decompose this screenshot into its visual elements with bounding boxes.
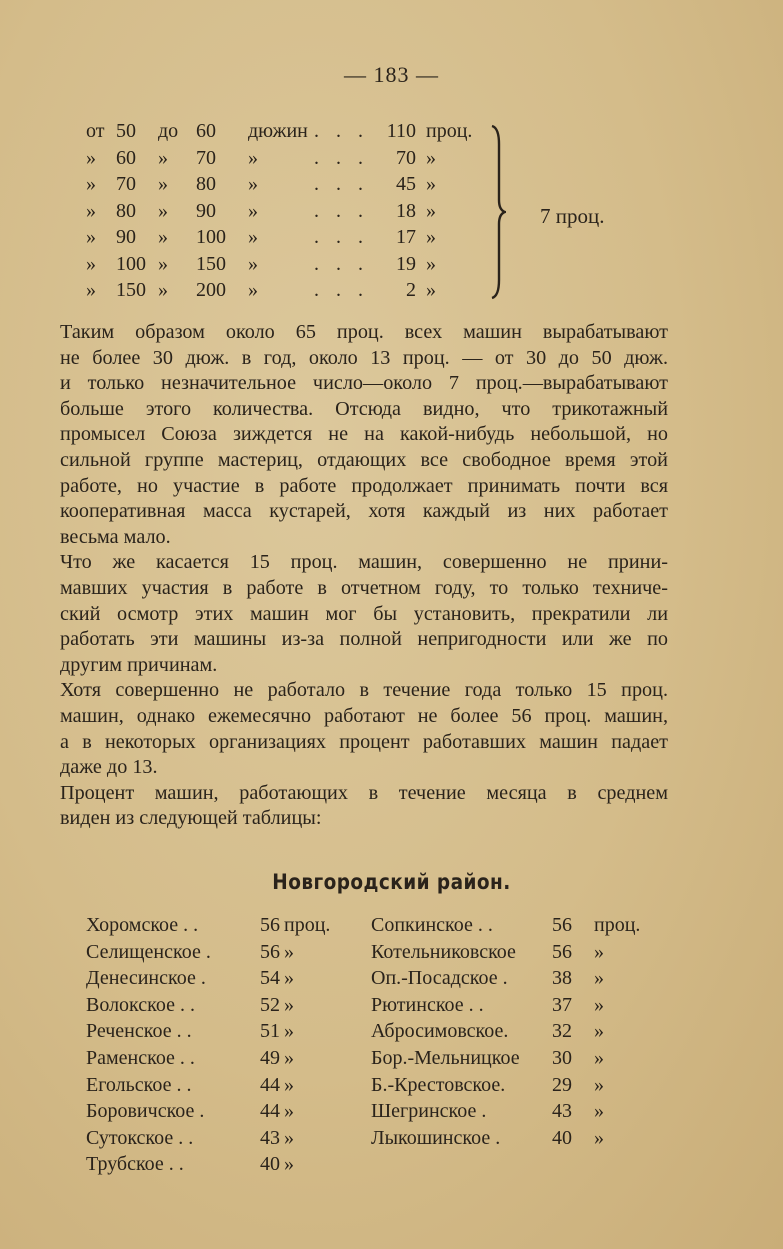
- right-suffix: »: [594, 967, 604, 990]
- right-value: 29: [552, 1073, 572, 1096]
- left-value: 43: [260, 1126, 280, 1149]
- text-line: Что же касается 15 проц. машин, совершенно не прини-: [60, 551, 668, 574]
- distribution-row: [86, 198, 506, 225]
- row-prefix: »: [86, 173, 96, 195]
- left-name: Егольское . .: [86, 1073, 192, 1096]
- right-value: 37: [552, 993, 572, 1016]
- region-row: [86, 912, 666, 939]
- range-sep: »: [158, 199, 168, 222]
- range-unit: »: [248, 146, 258, 169]
- text-line: машин, однако ежемесячно работают не более 56 проц. машин,: [60, 704, 668, 727]
- right-suffix: »: [594, 993, 604, 1016]
- right-value: 38: [552, 967, 572, 990]
- left-suffix: »: [284, 1020, 294, 1043]
- right-name: Б.-Крестовское.: [371, 1073, 506, 1096]
- text-line: работе, но участие в работе продолжает принимать почти вся: [60, 474, 668, 497]
- row-suffix: проц.: [426, 120, 473, 142]
- left-suffix: »: [284, 1073, 294, 1096]
- range-from: 60: [116, 146, 136, 169]
- region-row: [86, 1151, 666, 1178]
- page-number: — 183 —: [344, 62, 439, 87]
- range-unit: »: [248, 252, 258, 275]
- row-suffix: »: [426, 146, 436, 169]
- right-name: Лыкошинское .: [371, 1126, 501, 1149]
- text-line: мавших участия в работе в отчетном году, то только техниче-: [60, 576, 668, 599]
- leader-dots: . . .: [314, 279, 369, 301]
- row-suffix: »: [426, 252, 436, 275]
- right-suffix: »: [594, 1126, 604, 1149]
- row-value: 2: [406, 279, 416, 301]
- text-line: виден из следующей таблицы:: [60, 807, 322, 830]
- range-sep: до: [158, 120, 179, 142]
- right-name: Оп.-Посадское .: [371, 967, 508, 990]
- range-from: 80: [116, 199, 136, 222]
- range-to: 150: [196, 252, 226, 275]
- range-unit: »: [248, 279, 258, 301]
- right-value: 40: [552, 1126, 572, 1149]
- paragraph: [60, 678, 668, 780]
- right-name: Сопкинское . .: [371, 914, 493, 936]
- right-brace: [490, 124, 506, 300]
- distribution-row: [86, 251, 506, 278]
- range-to: 80: [196, 173, 216, 195]
- row-value: 45: [396, 173, 416, 195]
- range-from: 70: [116, 173, 136, 195]
- left-value: 52: [260, 993, 280, 1016]
- right-value: 43: [552, 1100, 572, 1123]
- row-value: 70: [396, 146, 416, 169]
- left-name: Волокское . .: [86, 993, 195, 1016]
- region-row: [86, 1045, 666, 1072]
- region-row: [86, 965, 666, 992]
- left-suffix: »: [284, 1100, 294, 1123]
- leader-dots: . . .: [314, 173, 369, 195]
- left-name: Хоромское . .: [86, 914, 199, 936]
- right-suffix: »: [594, 1046, 604, 1069]
- range-from: 100: [116, 252, 146, 275]
- paragraph: [60, 550, 668, 678]
- left-name: Денесинское .: [86, 967, 206, 990]
- distribution-row: [86, 118, 506, 145]
- text-line: Таким образом около 65 проц. всех машин вырабатывают: [60, 321, 668, 343]
- left-value: 49: [260, 1046, 280, 1069]
- body-text: [60, 320, 668, 832]
- left-name: Реченское . .: [86, 1020, 192, 1043]
- distribution-row: [86, 277, 506, 304]
- right-suffix: »: [594, 1073, 604, 1096]
- text-line: Хотя совершенно не работало в течение года только 15 проц.: [60, 679, 668, 702]
- text-line: промысел Союза зиждется не на какой-нибудь небольшой, но: [60, 423, 668, 446]
- range-to: 200: [196, 279, 226, 301]
- text-line: Процент машин, работающих в течение месяца в среднем: [60, 781, 668, 804]
- text-line: ский осмотр этих машин мог бы установить, прекратили ли: [60, 602, 668, 625]
- left-suffix: »: [284, 993, 294, 1016]
- distribution-row: [86, 224, 506, 251]
- range-sep: »: [158, 226, 168, 248]
- right-value: 56: [552, 914, 572, 936]
- text-line: не более 30 дюж. в год, около 13 проц. — от 30 до 50 дюж.: [60, 346, 668, 369]
- range-sep: »: [158, 146, 168, 169]
- range-to: 70: [196, 146, 216, 169]
- brace-label: 7 проц.: [540, 204, 605, 228]
- left-suffix: »: [284, 1126, 294, 1149]
- left-suffix: проц.: [284, 914, 331, 936]
- left-value: 51: [260, 1020, 280, 1043]
- right-suffix: »: [594, 1020, 604, 1043]
- left-name: Трубское . .: [86, 1153, 184, 1176]
- right-value: 56: [552, 940, 572, 963]
- paragraph: [60, 781, 668, 832]
- range-to: 90: [196, 199, 216, 222]
- region-row: [86, 939, 666, 966]
- paragraph: [60, 320, 668, 550]
- row-prefix: »: [86, 252, 96, 275]
- row-suffix: »: [426, 199, 436, 222]
- range-unit: дюжин: [248, 120, 308, 142]
- row-suffix: »: [426, 173, 436, 195]
- right-name: Котельниковское: [371, 940, 516, 963]
- region-row: [86, 1072, 666, 1099]
- right-value: 32: [552, 1020, 572, 1043]
- range-unit: »: [248, 199, 258, 222]
- left-name: Селищенское .: [86, 940, 211, 963]
- right-suffix: проц.: [594, 914, 641, 936]
- left-value: 56: [260, 914, 280, 936]
- left-name: Сутокское . .: [86, 1126, 194, 1149]
- left-value: 44: [260, 1073, 280, 1096]
- distribution-row: [86, 145, 506, 172]
- range-from: 50: [116, 120, 136, 142]
- text-line: а в некоторых организациях процент работавших машин падает: [60, 730, 668, 753]
- text-line: даже до 13.: [60, 756, 158, 779]
- distribution-table: [86, 118, 506, 304]
- right-suffix: »: [594, 1100, 604, 1123]
- row-value: 19: [396, 252, 416, 275]
- left-suffix: »: [284, 1153, 294, 1176]
- text-line: сильной группе мастериц, отдающих все свободное время этой: [60, 448, 668, 471]
- row-value: 17: [396, 226, 416, 248]
- region-row: [86, 992, 666, 1019]
- text-line: и только незначительное число—около 7 проц.—вырабатывают: [60, 372, 668, 395]
- row-suffix: »: [426, 226, 436, 248]
- range-sep: »: [158, 279, 168, 301]
- left-name: Боровичское .: [86, 1100, 205, 1123]
- row-value: 110: [386, 120, 416, 142]
- leader-dots: . . .: [314, 146, 369, 169]
- range-unit: »: [248, 173, 258, 195]
- row-prefix: »: [86, 226, 96, 248]
- row-prefix: »: [86, 146, 96, 169]
- leader-dots: . . .: [314, 252, 369, 275]
- left-suffix: »: [284, 940, 294, 963]
- leader-dots: . . .: [314, 120, 369, 142]
- leader-dots: . . .: [314, 226, 369, 248]
- region-title: Новгородский район.: [272, 870, 511, 894]
- range-from: 150: [116, 279, 146, 301]
- right-suffix: »: [594, 940, 604, 963]
- row-suffix: »: [426, 279, 436, 301]
- range-to: 60: [196, 120, 216, 142]
- range-sep: »: [158, 252, 168, 275]
- region-row: [86, 1098, 666, 1125]
- left-value: 54: [260, 967, 280, 990]
- right-name: Рютинское . .: [371, 993, 484, 1016]
- row-prefix: от: [86, 120, 105, 142]
- left-value: 44: [260, 1100, 280, 1123]
- region-table: [86, 912, 666, 1178]
- text-line: работать эти машины из-за полной непригодности или же по: [60, 628, 668, 651]
- range-unit: »: [248, 226, 258, 248]
- region-row: [86, 1125, 666, 1152]
- distribution-row: [86, 171, 506, 198]
- range-to: 100: [196, 226, 226, 248]
- right-name: Абросимовское.: [371, 1020, 509, 1043]
- leader-dots: . . .: [314, 199, 369, 222]
- left-suffix: »: [284, 1046, 294, 1069]
- row-prefix: »: [86, 199, 96, 222]
- left-value: 40: [260, 1153, 280, 1176]
- range-sep: »: [158, 173, 168, 195]
- region-row: [86, 1018, 666, 1045]
- range-from: 90: [116, 226, 136, 248]
- row-value: 18: [396, 199, 416, 222]
- right-value: 30: [552, 1046, 572, 1069]
- left-value: 56: [260, 940, 280, 963]
- right-name: Шегринское .: [371, 1100, 487, 1123]
- text-line: кооперативная масса кустарей, хотя каждый из них работает: [60, 500, 668, 523]
- text-line: больше этого количества. Отсюда видно, что трикотажный: [60, 397, 668, 420]
- right-name: Бор.-Мельницкое: [371, 1046, 520, 1069]
- text-line: весьма мало.: [60, 525, 171, 548]
- text-line: другим причинам.: [60, 653, 218, 676]
- left-name: Раменское . .: [86, 1046, 195, 1069]
- row-prefix: »: [86, 279, 96, 301]
- left-suffix: »: [284, 967, 294, 990]
